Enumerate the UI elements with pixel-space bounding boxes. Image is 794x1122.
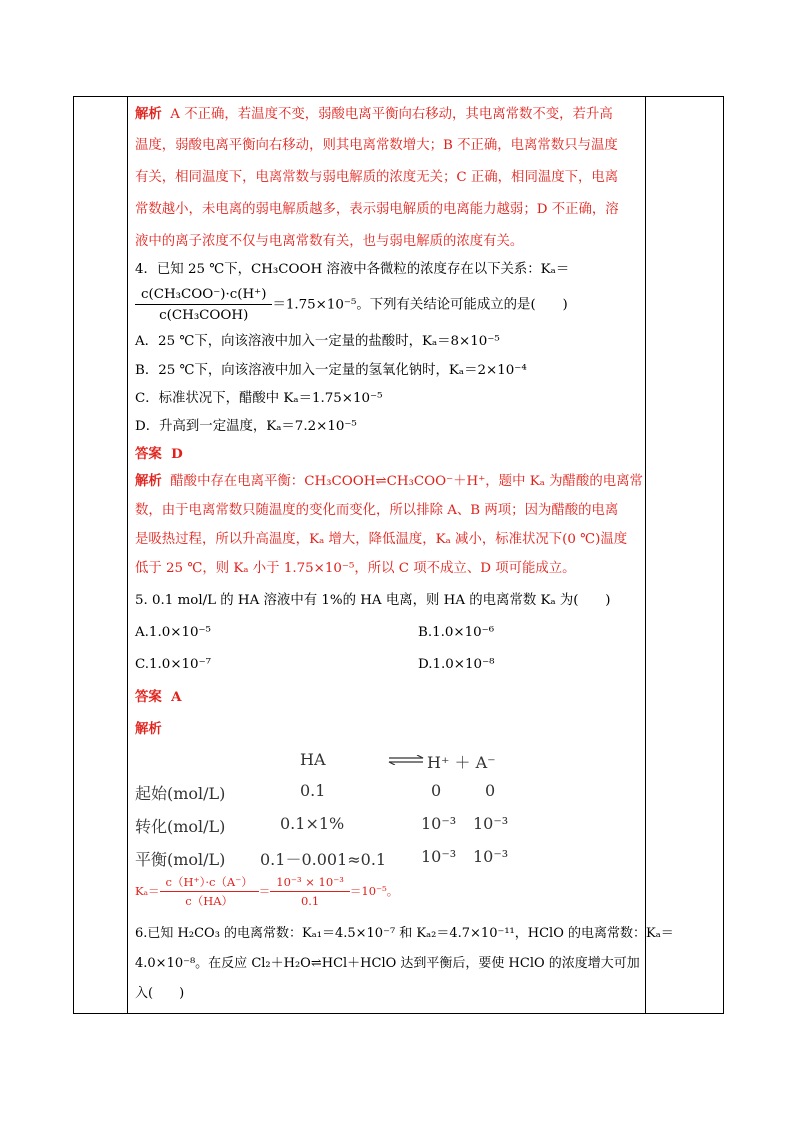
eq-row-label: 起始(mol/L) bbox=[135, 784, 226, 803]
eq-head-products: H⁺ ＋ A⁻ bbox=[427, 753, 496, 772]
q4-answer: 答案 D bbox=[135, 446, 183, 462]
table-divider-left bbox=[127, 97, 128, 1013]
analysis3-line-1: 解析 A 不正确，若温度不变，弱酸电离平衡向右移动，其电离常数不变，若升高 bbox=[135, 106, 613, 122]
q4-analysis-line-2: 数，由于电离常数只随温度的变化而变化，所以排除 A、B 两项；因为醋酸的电离 bbox=[135, 503, 619, 518]
eq-row-label: 转化(mol/L) bbox=[135, 817, 226, 836]
q4-analysis-line-3: 是吸热过程，所以升高温度，Kₐ 增大，降低温度，Kₐ 减小，标准状况下(0 ℃)温度 bbox=[135, 532, 628, 547]
q5-analysis-label: 解析 bbox=[135, 721, 162, 737]
q4-fraction: $\frac{\text{c(CH₃COO⁻)·c(H⁺)}}{\text{c(CH₃COOH)}}$ bbox=[135, 286, 272, 324]
equilibrium-table: HA H⁺ ＋ A⁻ 起始(mol/L) 0.1 0 0 转化(mol/L) 0.1×1% 10⁻³ 10⁻³ 平衡(mol/L) 0.1－0.001≈0.1 10⁻³ 10⁻³ bbox=[135, 750, 509, 869]
analysis3-line-4: 常数越小，未电离的弱电解质越多，表示弱电解质的电离能力越弱；D 不正确，溶 bbox=[135, 202, 619, 217]
q4-analysis-line-1: 解析 醋酸中存在电离平衡：CH₃COOH⇌CH₃COO⁻＋H⁺，题中 Kₐ 为醋酸的电离常 bbox=[135, 473, 643, 489]
equilibrium-arrow-icon bbox=[387, 755, 425, 765]
eq-row-label: 平衡(mol/L) bbox=[135, 850, 226, 869]
analysis3-line-5: 液中的离子浓度不仅与电离常数有关，也与弱电解质的浓度有关。 bbox=[135, 234, 524, 249]
q4-stem-line-1: 4．已知 25 ℃下，CH₃COOH 溶液中各微粒的浓度存在以下关系：Kₐ＝ bbox=[135, 262, 570, 277]
table-divider-right bbox=[645, 97, 646, 1013]
eq-head-ha: HA bbox=[300, 750, 326, 769]
q6-stem-line-2: 4.0×10⁻⁸。在反应 Cl₂＋H₂O⇌HCl＋HClO 达到平衡后，要使 HClO 的浓度增大可加 bbox=[135, 956, 640, 971]
q5-answer: 答案 A bbox=[135, 689, 182, 705]
q4-stem-fraction-line: $\frac{\text{c(CH₃COO⁻)·c(H⁺)}}{\text{c(CH₃COOH)}}$ ＝1.75×10⁻⁵。下列有关结论可能成立的是( ) bbox=[135, 286, 568, 324]
q6-stem-line-1: 6.已知 H₂CO₃ 的电离常数：Kₐ₁＝4.5×10⁻⁷ 和 Kₐ₂＝4.7×10⁻¹¹，HClO 的电离常数：Kₐ＝ bbox=[135, 926, 674, 941]
q5-ka-calculation: Kₐ＝ $\frac{c(H^+)\cdot c(A^-)}{c(HA)}$ ＝ $\frac{\text{10⁻³ × 10⁻³}}{0.1}$ ＝10⁻⁵。 bbox=[135, 875, 399, 908]
q5-option-b: B.1.0×10⁻⁶ bbox=[418, 625, 495, 640]
q4-analysis-line-4: 低于 25 ℃，则 Kₐ 小于 1.75×10⁻⁵，所以 C 项不成立、D 项可能成立。 bbox=[135, 561, 576, 576]
q6-stem-line-3: 入( ) bbox=[135, 986, 185, 1001]
analysis-label: 解析 bbox=[135, 106, 162, 122]
q4-option-c: C．标准状况下，醋酸中 Kₐ＝1.75×10⁻⁵ bbox=[135, 391, 383, 406]
q4-option-a: A．25 ℃下，向该溶液中加入一定量的盐酸时，Kₐ＝8×10⁻⁵ bbox=[135, 334, 500, 349]
q5-option-d: D.1.0×10⁻⁸ bbox=[418, 657, 495, 672]
q5-stem: 5. 0.1 mol/L 的 HA 溶液中有 1%的 HA 电离，则 HA 的电离常数 Kₐ 为( ) bbox=[135, 593, 611, 608]
q5-option-c: C.1.0×10⁻⁷ bbox=[135, 657, 212, 672]
q4-option-b: B．25 ℃下，向该溶液中加入一定量的氢氧化钠时，Kₐ＝2×10⁻⁴ bbox=[135, 363, 527, 378]
analysis3-line-2: 温度，弱酸电离平衡向右移动，则其电离常数增大；B 不正确，电离常数只与温度 bbox=[135, 138, 618, 153]
q5-option-a: A.1.0×10⁻⁵ bbox=[135, 625, 211, 640]
q4-option-d: D．升高到一定温度，Kₐ＝7.2×10⁻⁵ bbox=[135, 419, 357, 434]
analysis3-line-3: 有关，相同温度下，电离常数与弱电解质的浓度无关；C 正确，相同温度下，电离 bbox=[135, 170, 619, 185]
